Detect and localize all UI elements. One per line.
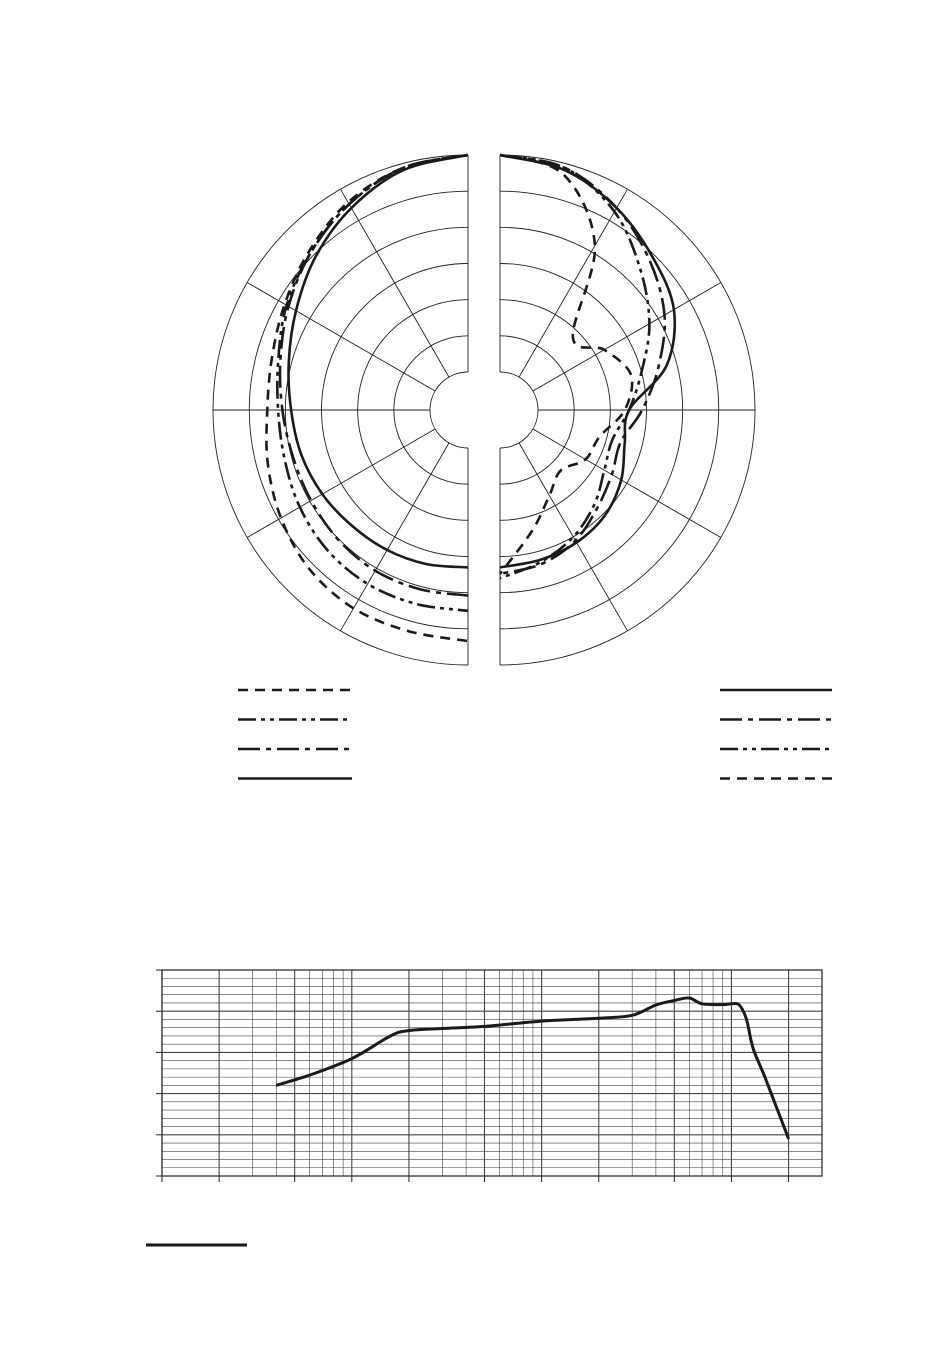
polar-legend-left [238,690,352,779]
polar-spoke [341,443,450,631]
polar-spoke [533,429,721,538]
polar-spoke [519,189,628,377]
polar-series-left-solid [288,155,468,567]
polar-spoke [533,283,721,392]
polar-spoke [247,429,435,538]
polar-series-left-dashed [266,155,468,641]
polar-spoke [247,283,435,392]
freq-grid [156,970,822,1182]
polar-series-right-solid [500,155,675,567]
polar-ring [500,372,538,448]
freq-response-line [276,998,788,1139]
polar-legend-right [720,690,832,779]
polar-series-left-dash-dot [280,155,468,596]
polar-grid-left [213,155,468,665]
frequency-response-chart [0,950,950,1290]
polar-ring [430,372,468,448]
polar-series-right-dashed [500,155,632,574]
polar-spoke [519,443,628,631]
polar-series-right-dash-dot [500,155,665,574]
polar-spoke [341,189,450,377]
